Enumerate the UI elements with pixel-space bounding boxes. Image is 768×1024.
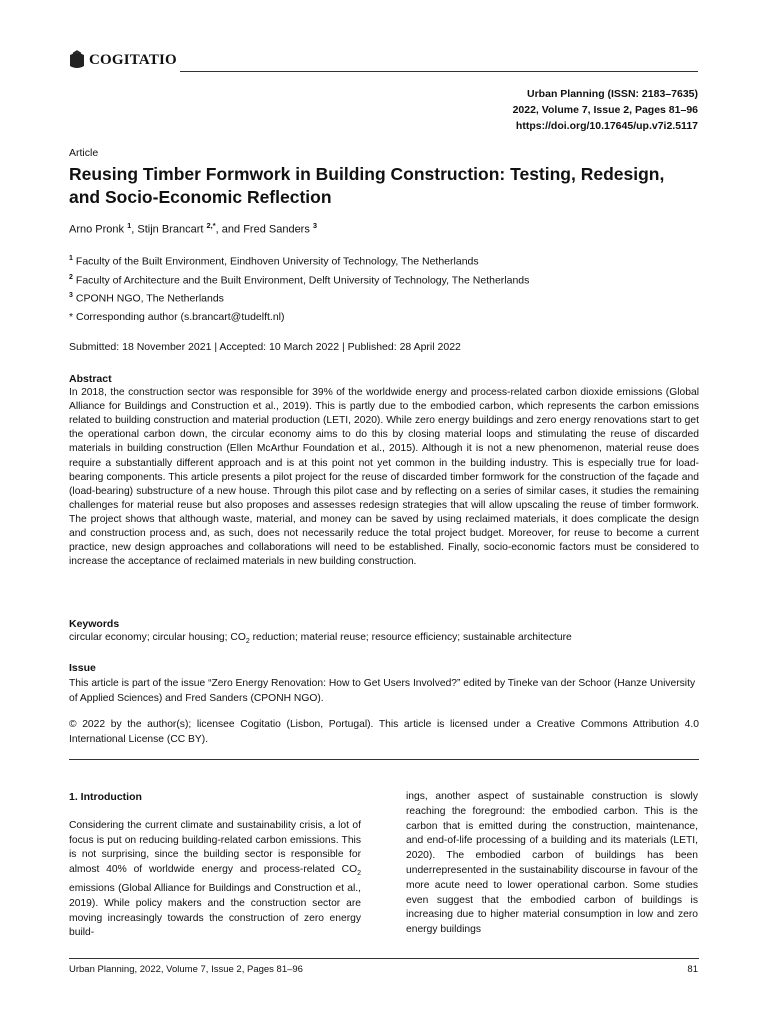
section-divider (69, 759, 699, 760)
issue-text: This article is part of the issue “Zero Energy Renovation: How to Get Users Involved?” edited by Tineke van der Schoor (Hanze University of Applied Sciences) and Fred Sanders (CPONH NGO). (69, 678, 696, 704)
author-name: Arno Pronk (69, 223, 125, 236)
article-title: Reusing Timber Formwork in Building Construction: Testing, Redesign, and Socio-Economic Reflection (69, 164, 665, 207)
issue-heading: Issue (69, 662, 96, 674)
author-separator: , (131, 223, 138, 236)
body-text-part: Considering the current climate and sustainability crisis, a lot of focus is put on reducing building-related carbon emissions. This is not surprising, since the building sector is responsible for almost 40% of worldwide energy and process-related CO (69, 819, 361, 876)
journal-volume: 2022, Volume 7, Issue 2, Pages 81–96 (512, 104, 698, 116)
author-name: Fred Sanders (243, 223, 310, 236)
abstract-section (69, 372, 699, 569)
publisher-name: COGITATIO (89, 51, 177, 68)
author-name: Stijn Brancart (137, 223, 204, 236)
body-subscript: 2 (357, 870, 361, 878)
keywords-subscript: 2 (245, 638, 250, 646)
doi-link[interactable]: https://doi.org/10.17645/up.v7i2.5117 (515, 120, 698, 132)
affiliation-mark: 3 (69, 292, 73, 299)
author-mark: 1 (127, 221, 132, 230)
affiliation-mark: 1 (69, 255, 73, 262)
body-column-right (406, 790, 698, 938)
body-text-part: emissions (Global Alliance for Buildings and Construction et al., 2019). While policy makers and the construction sector are moving increasingly towards the construction of zero energy build- (69, 883, 361, 939)
affiliations (69, 251, 529, 307)
publisher-logo[interactable] (69, 49, 177, 71)
page-number: 81 (687, 964, 698, 975)
body-column-left (69, 790, 361, 941)
body-paragraph (69, 819, 361, 941)
abstract-text: In 2018, the construction sector was responsible for 39% of the worldwide energy and process-related carbon dioxide emissions (Global Alliance for Buildings and Construction et al., 2019). This is partly due to the embodied carbon, which represents the carbon emissions related to building construction and material production (LETI, 2020). While zero energy buildings and zero energy renovations start to get the operational carbon down, the circular economy aims to do this by closing material loops and stimulating the reuse of discarded materials in building construction (Ellen McArthur Foundation et al., 2015). Although it is not a new phenomenon, material reuse does require a substantially different approach and is at this point not yet common in the building industry. This is especially true for load-bearing components. This article presents a pilot project for the reuse of discarded timber formwork for the construction of the façade and (load-bearing) substructure of a new house. Through this pilot case and by reflecting on a series of similar cases, it studies the remaining challenges for material reuse but also proposes and assesses redesign strategies that will allow upscaling the reuse of timber formwork. The project shows that although waste, material, and money can be saved by using reclaimed materials, it does complicate the design and construction process and, as such, does not necessarily reduce the total project budget. Moreover, for reuse to become a current practice, new design approaches and collaborations will need to be established. Finally, socio-economic factors must be considered to increase the acceptance of reclaimed materials in new building construction. (69, 387, 699, 568)
keywords-part: circular economy; circular housing; CO (69, 632, 246, 643)
publication-dates: Submitted: 18 November 2021 | Accepted: 10 March 2022 | Published: 28 April 2022 (69, 341, 461, 353)
affiliation-item (69, 288, 529, 307)
author-separator: , and (215, 223, 244, 236)
keywords-text (69, 631, 699, 649)
journal-issn: Urban Planning (ISSN: 2183–7635) (527, 88, 698, 100)
affiliation-item (69, 270, 529, 289)
keywords-heading: Keywords (69, 618, 120, 630)
cogitatio-logo-icon (69, 50, 85, 70)
author-mark: 2,* (206, 221, 216, 230)
author-mark: 3 (312, 221, 318, 230)
affiliation-item (69, 251, 529, 270)
affiliation-mark: 2 (69, 273, 73, 281)
keywords-section (69, 617, 699, 649)
footer-divider (69, 958, 699, 959)
keywords-part: reduction; material reuse; resource efficiency; sustainable architecture (249, 632, 572, 643)
affiliation-text: CPONH NGO, The Netherlands (75, 292, 224, 305)
header-divider (180, 71, 698, 72)
footer-citation: Urban Planning, 2022, Volume 7, Issue 2, Pages 81–96 (69, 964, 303, 975)
abstract-heading: Abstract (69, 373, 112, 385)
affiliation-text: Faculty of Architecture and the Built Environment, Delft University of Technology, The Netherlands (75, 274, 530, 286)
affiliation-text: Faculty of the Built Environment, Eindhoven University of Technology, The Netherlands (75, 255, 479, 268)
license-section (69, 717, 699, 747)
corresponding-author: * Corresponding author (s.brancart@tudelft.nl) (69, 311, 285, 323)
license-text: © 2022 by the author(s); licensee Cogitatio (Lisbon, Portugal). This article is licensed under a Creative Commons Attribution 4.0 International License (CC BY). (69, 719, 699, 745)
journal-info (513, 86, 698, 134)
body-paragraph: ings, another aspect of sustainable construction is slowly reaching the foreground: the embodied carbon. This is the carbon that is emitted during the construction, maintenance, and end-of-life processing of a building and its materials (LETI, 2020). The embodied carbon of buildings has been underrepresented in the sustainability discourse in favour of the more acute need to lower operational carbon. Some studies even suggest that the embodied carbon of buildings is increasing due to higher material consumption in low and zero energy buildings (406, 791, 698, 936)
issue-section (69, 661, 699, 706)
article-type: Article (69, 147, 99, 159)
section-heading: 1. Introduction (69, 791, 142, 803)
author-list (69, 221, 317, 236)
